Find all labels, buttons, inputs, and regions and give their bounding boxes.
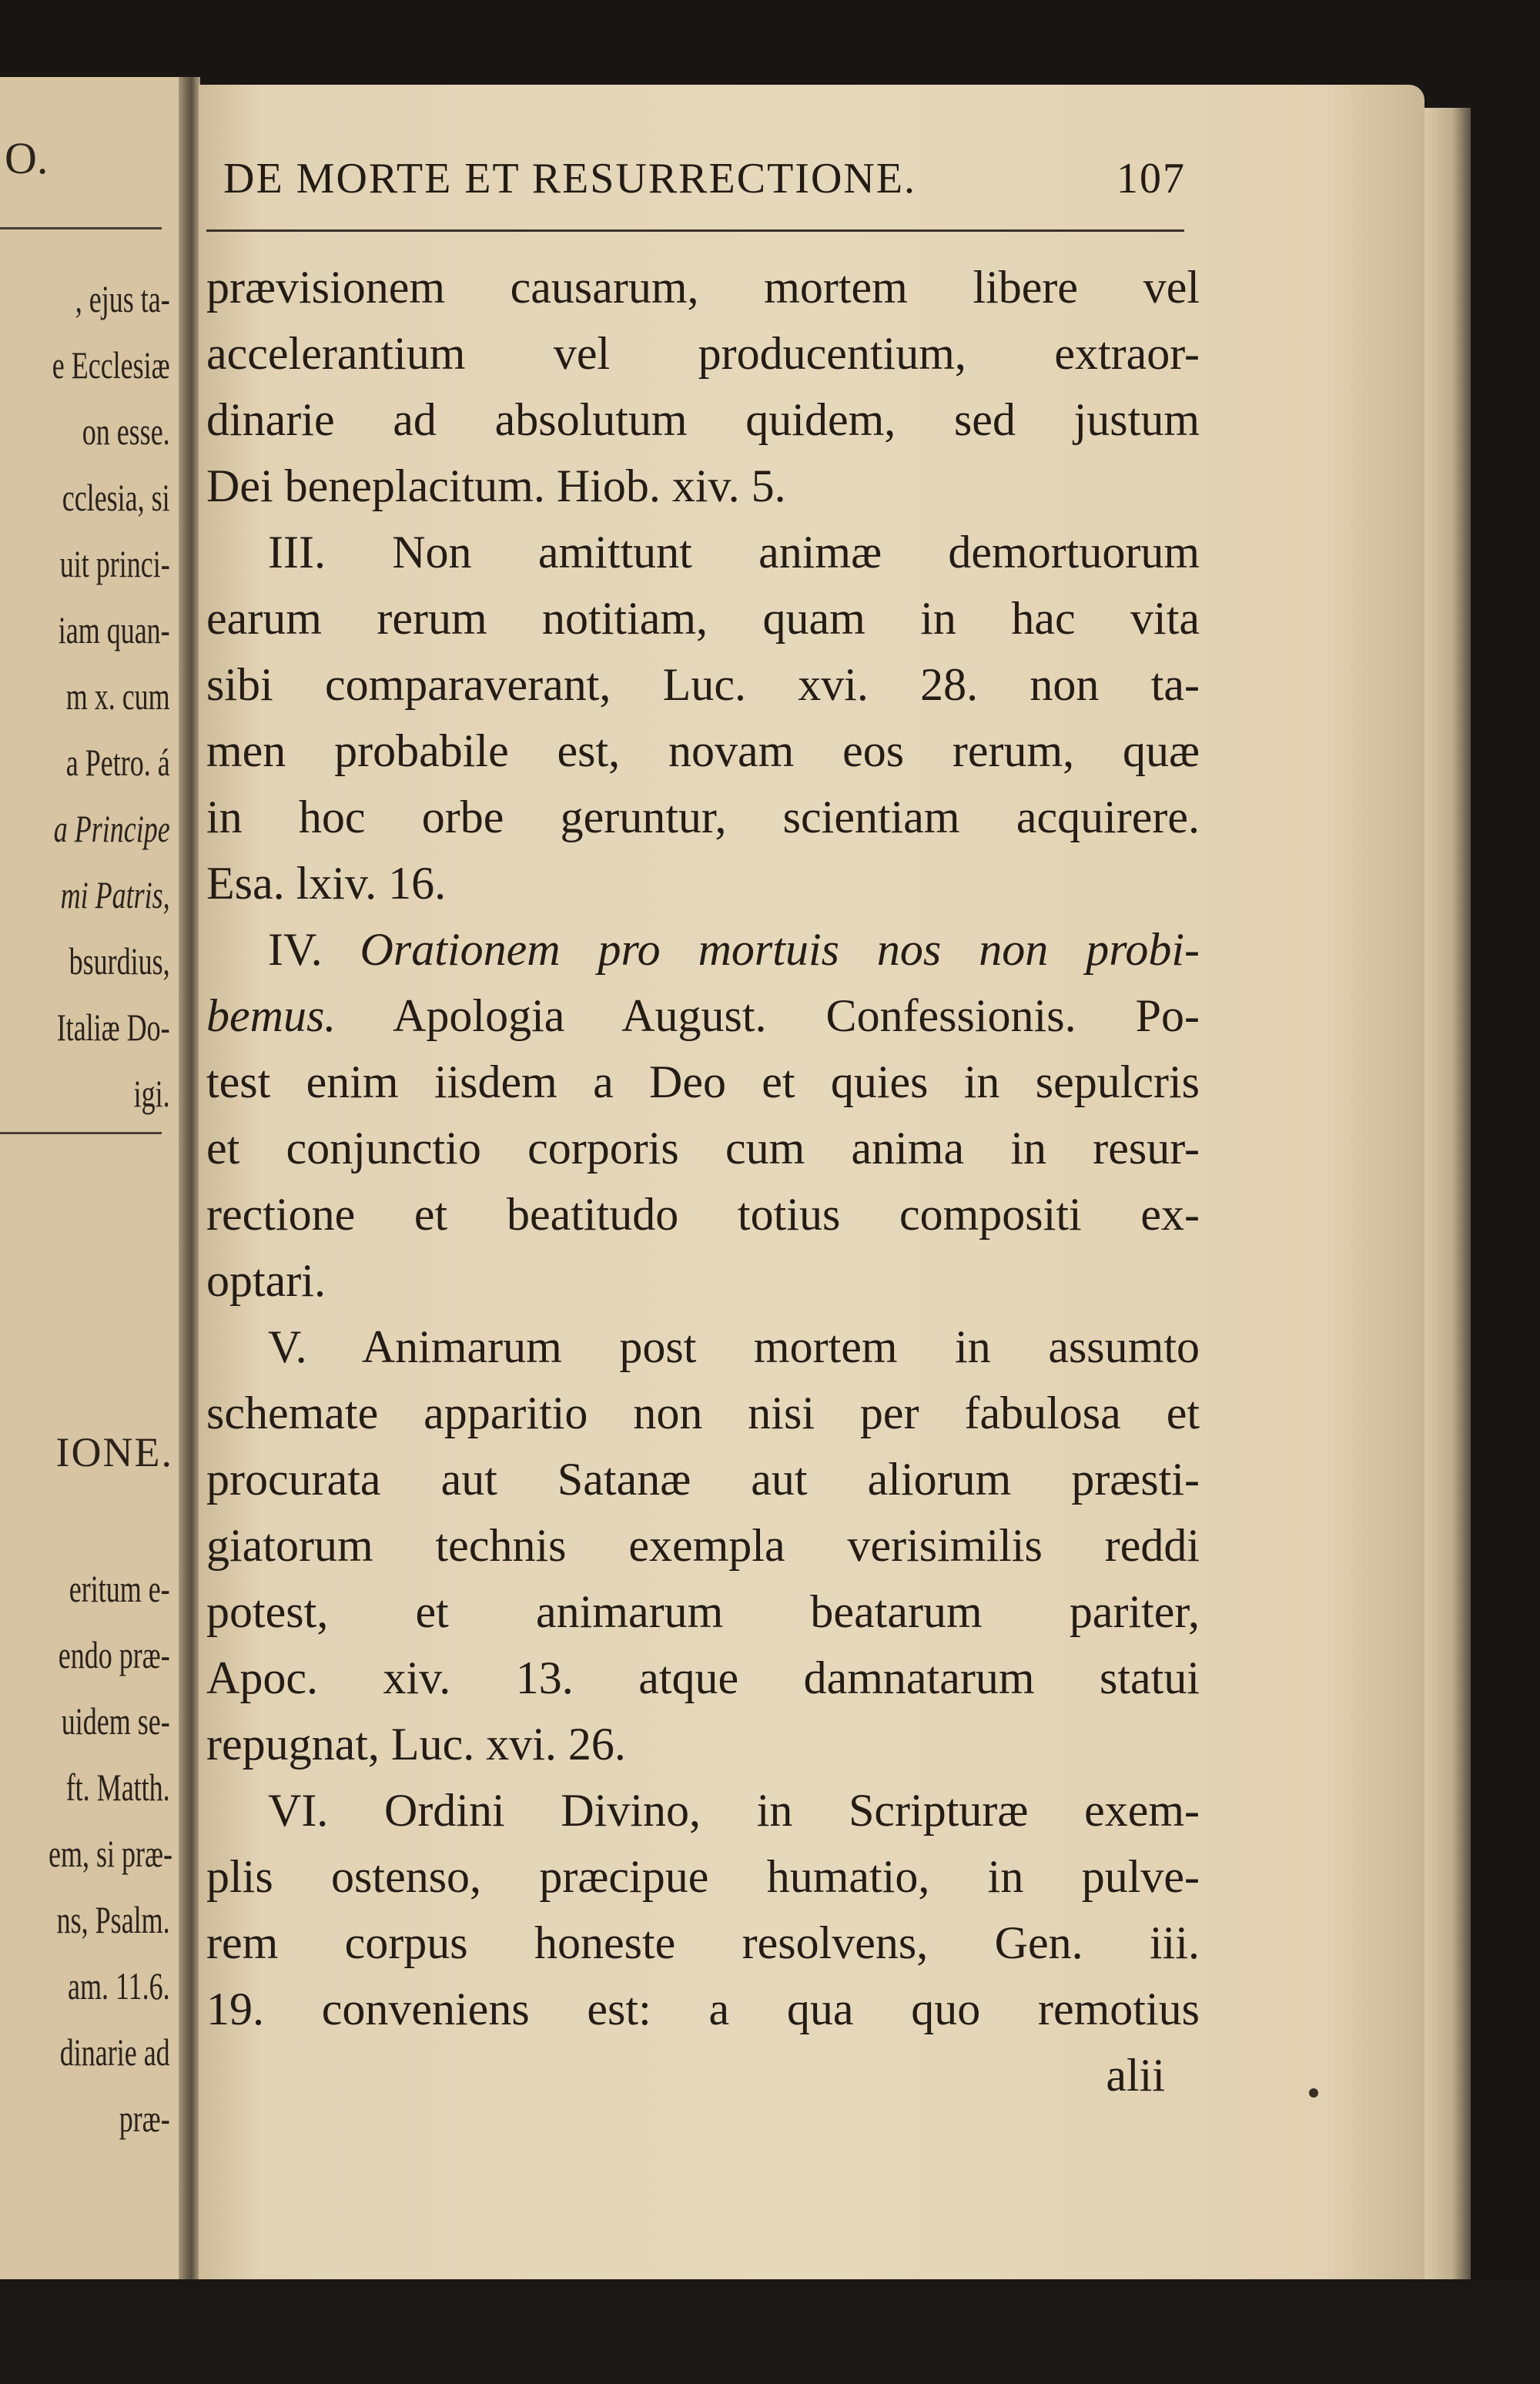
left-text-line: on esse. (82, 410, 170, 453)
body-line: dinarie ad absolutum quidem, sed justum (206, 394, 1200, 445)
body-line: men probabile est, novam eos rerum, quæ (206, 725, 1200, 776)
left-text-line: ns, Psalm. (56, 1898, 170, 1941)
body-line: 19. conveniens est: a qua quo remotius (206, 1984, 1200, 2034)
body-line: III. Non amittunt animæ demortuorum (268, 527, 1200, 578)
body-line: IV. Orationem pro mortuis nos non probi- (268, 924, 1200, 975)
left-text-line: ft. Matth. (65, 1766, 170, 1809)
left-section-rule (0, 1132, 162, 1134)
left-head-rule (0, 227, 162, 229)
left-text-line: uidem se- (61, 1699, 170, 1743)
body-line: earum rerum notitiam, quam in hac vita (206, 593, 1200, 644)
left-text-line: endo præ- (58, 1633, 170, 1676)
body-line: et conjunctio corporis cum anima in resur- (206, 1123, 1200, 1174)
body-line: bemus. Apologia August. Confessionis. Po- (206, 990, 1200, 1041)
body-line: alii (1106, 2050, 1165, 2101)
left-text-line: uit princi- (59, 542, 170, 585)
body-line: Dei beneplacitum. Hiob. xiv. 5. (206, 460, 786, 511)
body-line: Apoc. xiv. 13. atque damnatarum statui (206, 1652, 1200, 1703)
body-line: V. Animarum post mortem in assumto (268, 1321, 1200, 1372)
body-line: VI. Ordini Divino, in Scripturæ exem- (268, 1785, 1200, 1836)
body-line: in hoc orbe geruntur, scientiam acquirere. (206, 792, 1200, 842)
left-text-line: cclesia, si (62, 476, 170, 519)
left-running-head: O. (5, 133, 49, 183)
bottom-shadow (0, 2279, 1540, 2384)
left-text-line: igi. (133, 1072, 170, 1115)
left-text-line: e Ecclesiæ (52, 343, 170, 387)
left-section-heading: IONE. (55, 1429, 173, 1475)
running-head-title: DE MORTE ET RESURRECTIONE. (223, 155, 917, 203)
left-text-line: iam quan- (58, 608, 170, 651)
head-rule (206, 229, 1184, 232)
page-edge (1424, 108, 1471, 2295)
body-line: plis ostenso, præcipue humatio, in pulve- (206, 1851, 1200, 1902)
left-text-line: m x. cum (65, 675, 170, 718)
body-line: sibi comparaverant, Luc. xvi. 28. non ta- (206, 659, 1200, 710)
left-text-block (0, 266, 173, 1127)
left-text-line: em, si præ- (49, 1832, 172, 1875)
body-line: rectione et beatitudo totius compositi ex- (206, 1189, 1200, 1240)
body-line: giatorum technis exempla verisimilis reddi (206, 1520, 1200, 1571)
body-line: prævisionem causarum, mortem libere vel (206, 262, 1200, 313)
left-page-fragment (0, 77, 179, 2295)
page-number: 107 (1116, 155, 1186, 203)
body-line: procurata aut Satanæ aut aliorum præsti- (206, 1454, 1200, 1505)
body-line: Esa. lxiv. 16. (206, 858, 447, 909)
left-text-block-2 (0, 1555, 173, 2151)
left-text-line: dinarie ad (59, 2031, 170, 2074)
body-line: potest, et animarum beatarum pariter, (206, 1586, 1200, 1637)
left-text-line: mi Patris, (60, 873, 170, 916)
left-text-line: bsurdius, (69, 939, 170, 983)
body-line: test enim iisdem a Deo et quies in sepulcris (206, 1056, 1200, 1107)
left-text-line: Italiæ Do- (56, 1006, 170, 1049)
body-line: accelerantium vel producentium, extraor- (206, 328, 1200, 379)
body-line: repugnat, Luc. xvi. 26. (206, 1719, 626, 1770)
body-line: schemate apparitio non nisi per fabulosa et (206, 1388, 1200, 1438)
left-text-line: eritum e- (69, 1567, 170, 1610)
body-line: optari. (206, 1255, 326, 1306)
book-gutter (179, 77, 200, 2295)
left-text-line: a Principe (53, 807, 170, 850)
body-line: rem corpus honeste resolvens, Gen. iii. (206, 1917, 1200, 1968)
left-text-line: a Petro. á (65, 741, 170, 784)
left-text-line: , ejus ta- (75, 277, 170, 320)
left-text-line: præ- (119, 2097, 170, 2140)
ink-spot (1309, 2088, 1318, 2098)
running-head (223, 154, 1186, 203)
left-text-line: am. 11.6. (68, 1964, 170, 2007)
body-text (206, 254, 1200, 2108)
